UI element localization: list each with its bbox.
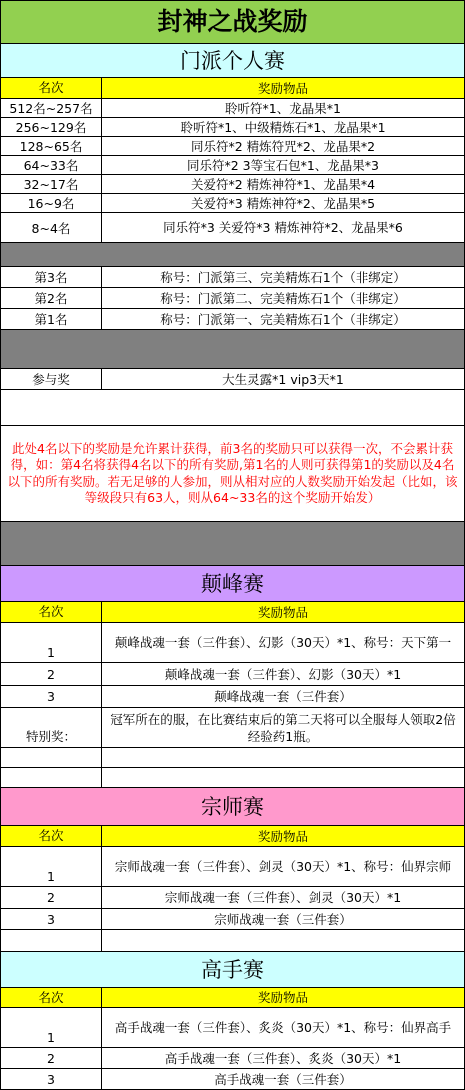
empty-row bbox=[0, 930, 465, 952]
rank-cell: 32~17名 bbox=[1, 175, 102, 193]
reward-cell: 颠峰战魂一套（三件套） bbox=[214, 689, 352, 704]
empty-row bbox=[0, 390, 465, 426]
col-rank-header: 名次 bbox=[1, 602, 102, 622]
table-row bbox=[0, 309, 465, 330]
table-header-gaoshou bbox=[0, 988, 465, 1008]
table-row bbox=[0, 1069, 465, 1090]
reward-cell: 宗师战魂一套（三件套） bbox=[214, 911, 352, 927]
col-reward-header: 奖励物品 bbox=[257, 990, 308, 1005]
separator-bar bbox=[0, 522, 465, 566]
table-row bbox=[0, 887, 465, 909]
empty-row bbox=[0, 748, 465, 768]
rank-cell: 1 bbox=[1, 847, 102, 886]
table-row bbox=[0, 99, 465, 118]
reward-cell: 宗师战魂一套（三件套）、剑灵（30天）*1、称号：仙界宗师 bbox=[114, 859, 452, 874]
rank-cell: 512名~257名 bbox=[1, 99, 102, 117]
rank-cell: 参与奖 bbox=[1, 369, 102, 389]
reward-cell: 宗师战魂一套（三件套）、剑灵（30天）*1 bbox=[164, 890, 402, 905]
reward-cell: 颠峰战魂一套（三件套）、幻影（30天）*1、称号：天下第一 bbox=[114, 635, 452, 650]
table-row bbox=[0, 118, 465, 137]
page-title: 封神之战奖励 bbox=[0, 0, 465, 44]
rules-note-text: 此处4名以下的奖励是允许累计获得，前3名的奖励只可以获得一次，不会累计获得，如：第4名将获得4名以下的所有奖励,第1名的人则可获得第1的奖励以及4名以下的所有奖励。若无足够的人参加，则从相对应的人数奖励开始发起（比如，该等级段只有63人，则从64~33名的这个奖励开始发） bbox=[7, 440, 458, 505]
reward-cell: 高手战魂一套（三件套）、炙炎（30天）*1 bbox=[164, 1050, 402, 1066]
col-rank-header: 名次 bbox=[1, 826, 102, 846]
col-reward-header: 奖励物品 bbox=[257, 828, 308, 844]
table-row bbox=[0, 686, 465, 708]
section-title-gaoshou: 高手赛 bbox=[0, 952, 465, 988]
reward-cell: 冠军所在的服，在比赛结束后的第二天将可以全服每人领取2倍经验药1瓶。 bbox=[110, 711, 456, 744]
reward-cell: 高手战魂一套（三件套）、炙炎（30天）*1、称号：仙界高手 bbox=[114, 1020, 452, 1035]
empty-cell bbox=[1, 930, 102, 951]
table-row bbox=[0, 1048, 465, 1069]
table-row bbox=[0, 909, 465, 930]
reward-cell: 聆听符*1、龙晶果*1 bbox=[225, 100, 341, 116]
empty-cell bbox=[102, 930, 464, 951]
reward-cell: 称号：门派第一、完美精炼石1个（非绑定） bbox=[160, 311, 406, 327]
table-header-zongshi bbox=[0, 826, 465, 847]
rank-cell: 8~4名 bbox=[1, 213, 102, 242]
table-row bbox=[0, 137, 465, 156]
rank-cell: 2 bbox=[1, 663, 102, 685]
table-row bbox=[0, 847, 465, 887]
table-row bbox=[0, 175, 465, 194]
section-title-zongshi: 宗师赛 bbox=[0, 788, 465, 826]
rank-cell: 2 bbox=[1, 1048, 102, 1068]
rank-cell: 3 bbox=[1, 909, 102, 929]
reward-cell: 同乐符*2 3等宝石包*1、龙晶果*3 bbox=[186, 157, 380, 173]
reward-cell: 同乐符*3 关爱符*3 精炼神符*2、龙晶果*6 bbox=[163, 220, 403, 235]
table-row bbox=[0, 194, 465, 213]
col-rank-header: 名次 bbox=[1, 78, 102, 98]
table-row bbox=[0, 288, 465, 309]
rank-cell: 256~129名 bbox=[1, 118, 102, 136]
rank-cell: 2 bbox=[1, 887, 102, 908]
rank-cell: 64~33名 bbox=[1, 156, 102, 174]
reward-cell: 同乐符*2 精炼符咒*2、龙晶果*2 bbox=[190, 138, 376, 154]
separator-bar bbox=[0, 330, 465, 369]
rank-cell: 第3名 bbox=[1, 267, 102, 287]
reward-cell: 大生灵露*1 vip3天*1 bbox=[222, 371, 344, 387]
empty-cell bbox=[1, 748, 102, 767]
rank-cell: 1 bbox=[1, 1008, 102, 1047]
table-row bbox=[0, 213, 465, 243]
reward-cell: 关爱符*3 精炼神符*2、龙晶果*5 bbox=[190, 195, 376, 211]
reward-cell: 高手战魂一套（三件套） bbox=[214, 1071, 352, 1087]
rules-note bbox=[0, 426, 465, 522]
separator-bar bbox=[0, 243, 465, 267]
table-header-menpai bbox=[0, 78, 465, 99]
table-row bbox=[0, 708, 465, 748]
empty-cell bbox=[102, 768, 464, 787]
col-reward-header: 奖励物品 bbox=[257, 604, 308, 620]
reward-cell: 称号：门派第三、完美精炼石1个（非绑定） bbox=[160, 269, 406, 285]
col-rank-header: 名次 bbox=[1, 988, 102, 1007]
empty-cell bbox=[102, 748, 464, 767]
section-title-menpai: 门派个人赛 bbox=[0, 44, 465, 78]
rank-cell: 3 bbox=[1, 686, 102, 707]
table-header-dianfeng bbox=[0, 602, 465, 623]
empty-cell bbox=[1, 768, 102, 787]
table-row-participation bbox=[0, 369, 465, 390]
reward-cell: 关爱符*2 精炼神符*1、龙晶果*4 bbox=[190, 176, 376, 192]
rank-cell: 16~9名 bbox=[1, 194, 102, 212]
reward-cell: 颠峰战魂一套（三件套）、幻影（30天）*1 bbox=[164, 666, 402, 682]
table-row bbox=[0, 1008, 465, 1048]
empty-row bbox=[0, 768, 465, 788]
table-row bbox=[0, 663, 465, 686]
rank-cell: 第1名 bbox=[1, 309, 102, 329]
col-reward-header: 奖励物品 bbox=[257, 80, 308, 96]
rank-cell: 第2名 bbox=[1, 288, 102, 308]
rank-cell: 特别奖： bbox=[1, 708, 102, 747]
table-row bbox=[0, 156, 465, 175]
rank-cell: 128~65名 bbox=[1, 137, 102, 155]
table-row bbox=[0, 267, 465, 288]
rank-cell: 3 bbox=[1, 1069, 102, 1089]
section-title-dianfeng: 颠峰赛 bbox=[0, 566, 465, 602]
reward-cell: 称号：门派第二、完美精炼石1个（非绑定） bbox=[160, 290, 406, 306]
reward-cell: 聆听符*1、中级精炼石*1、龙晶果*1 bbox=[180, 119, 386, 135]
table-row bbox=[0, 623, 465, 663]
rank-cell: 1 bbox=[1, 623, 102, 662]
